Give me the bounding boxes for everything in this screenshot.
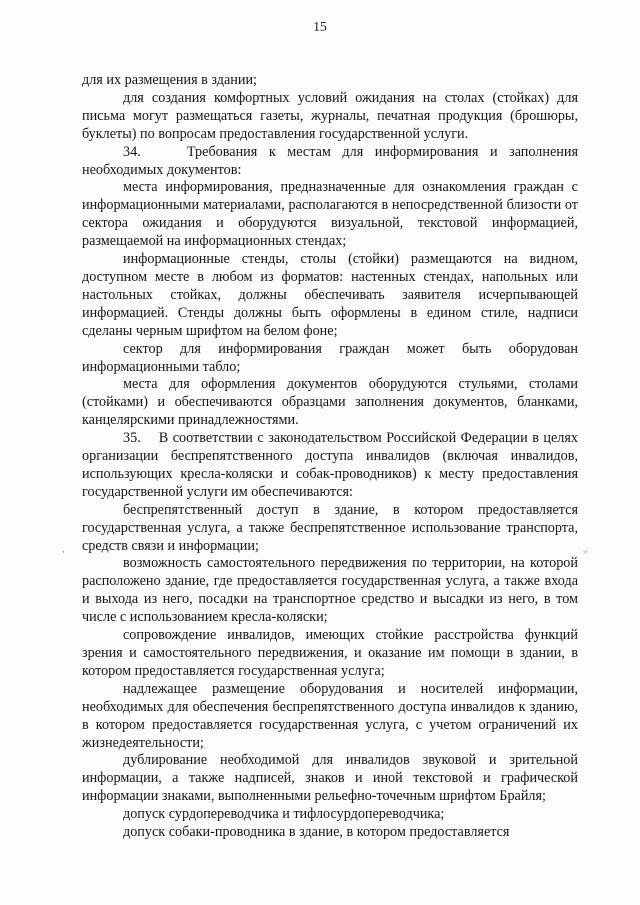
page-number: 15 bbox=[313, 19, 327, 34]
paragraph-item-35: 35. В соответствии с законодательством Российской Федерации в целях организации беспрепятственного доступа инвалидов (включая инвалидов, использующих кресла-коляски и собак-проводников) к месту предоставления государственной услуги им обеспечиваются: bbox=[82, 430, 578, 500]
paragraph-information-places: места информирования, предназначенные для ознакомления граждан с информационными материалами, располагаются в непосредственной близости от сектора ожидания и оборудуются визуальной, текстовой информацией, размещаемой на информационных стендах; bbox=[82, 179, 578, 250]
paragraph-document-places: места для оформления документов оборудуются стульями, столами (стойками) и обеспечиваются образцами заполнения документов, бланками, канцелярскими принадлежностями. bbox=[82, 376, 578, 429]
paragraph-waiting-conditions: для создания комфортных условий ожидания на столах (стойках) для письма могут размещаться газеты, журналы, печатная продукция (брошюры, буклеты) по вопросам предоставления государственной услуги. bbox=[82, 89, 578, 142]
paragraph-free-access: беспрепятственный доступ в здание, в котором предоставляется государственная услуга, а также беспрепятственное использование транспорта, средств связи и информации; bbox=[82, 501, 578, 554]
paragraph-continuation: для их размещения в здании; bbox=[82, 72, 257, 88]
paragraph-information-sector: сектор для информирования граждан может быть оборудован информационными табло; bbox=[82, 340, 578, 375]
paragraph-equipment-placement: надлежащее размещение оборудования и носителей информации, необходимых для обеспечения беспрепятственного доступа инвалидов к зданию, в котором предоставляется государственная услуга, с учетом ограничений их жизнедеятельности; bbox=[82, 680, 578, 751]
paragraph-item-34: 34. Требования к местам для информирования и заполнения необходимых документов: bbox=[82, 143, 578, 178]
paragraph-information-stands: информационные стенды, столы (стойки) размещаются на видном, доступном месте в любом из форматов: настенных стендах, напольных или настольных стойках, должны обеспечивать заявителя исчерпывающей информацией. Стенды должны быть оформлены в едином стиле, надписи сделаны черным шрифтом на белом фоне; bbox=[82, 251, 578, 339]
paragraph-guide-dog: допуск собаки-проводника в здание, в котором предоставляется bbox=[123, 824, 510, 841]
scan-speck: ‚‚ bbox=[583, 544, 588, 555]
paragraph-duplication: дублирование необходимой для инвалидов звуковой и зрительной информации, а также надписей, знаков и иной текстовой и графической информации знаками, выполненными рельефно-точечным шрифтом Брайля; bbox=[82, 752, 578, 805]
scan-speck: , bbox=[62, 544, 65, 555]
paragraph-independent-movement: возможность самостоятельного передвижения по территории, на которой расположено здание, где предоставляется государственная услуга, а также входа и выхода из него, посадки на транспортное средство и высадки из него, в том числе с использованием кресла-коляски; bbox=[82, 555, 578, 626]
paragraph-escort: сопровождение инвалидов, имеющих стойкие расстройства функций зрения и самостоятельного передвижения, и оказание им помощи в здании, в котором предоставляется государственная услуга; bbox=[82, 627, 578, 679]
body-text bbox=[82, 72, 578, 842]
paragraph-sign-interpreter: допуск сурдопереводчика и тифлосурдопереводчика; bbox=[123, 806, 445, 823]
